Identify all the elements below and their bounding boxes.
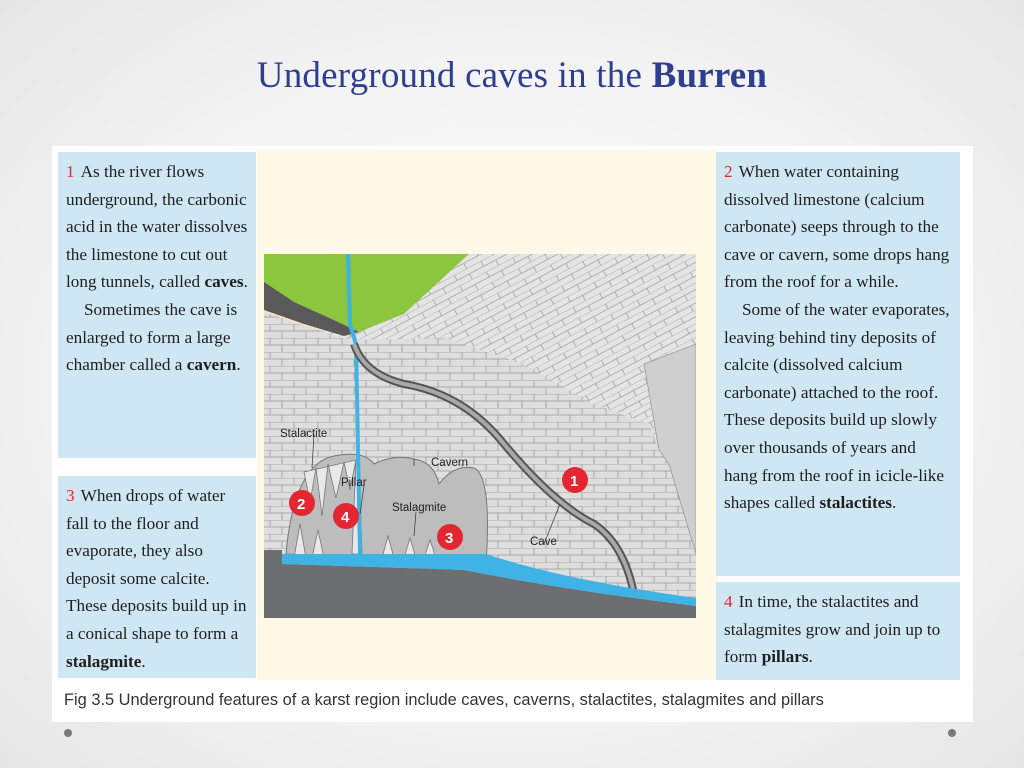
label-cavern: Cavern <box>431 457 469 469</box>
box1-text: As the river flows underground, the carbonic acid in the water dissolves the limestone to cut out long tunnels, called <box>66 162 248 292</box>
slide-title <box>0 54 1024 97</box>
decor-dot-left <box>64 729 72 737</box>
box2-term-stalactites: stalactites <box>819 493 892 513</box>
box4-term-pillars: pillars <box>761 647 809 667</box>
label-pillar: Pillar <box>341 477 367 489</box>
title-main: Underground caves in the <box>256 55 652 96</box>
figure-caption: Fig 3.5 Underground features of a karst region include caves, caverns, stalactites, stalagmites and pillars <box>64 691 824 709</box>
text-box-1 <box>58 152 256 458</box>
box2-number: 2 <box>724 162 733 181</box>
marker-2-label: 2 <box>297 496 306 513</box>
box1-text-2: Sometimes the cave is enlarged to form a large chamber called a <box>66 299 238 375</box>
marker-1-label: 1 <box>570 473 579 490</box>
box1-period: . <box>243 272 248 292</box>
figure-panel <box>52 146 973 722</box>
box3-period: . <box>141 651 146 671</box>
text-box-3 <box>58 476 256 678</box>
label-stalagmite: Stalagmite <box>392 502 447 514</box>
box2-period: . <box>892 493 897 513</box>
box1-term-caves: caves <box>204 272 244 292</box>
box4-number: 4 <box>724 592 733 611</box>
box4-period: . <box>808 647 813 667</box>
text-box-2 <box>716 152 960 576</box>
box2-text: When water containing dissolved limestone (calcium carbonate) seeps through to the cave or cavern, some drops hang from the roof for a while. <box>724 162 950 292</box>
marker-4-label: 4 <box>341 509 350 526</box>
box1-period-2: . <box>236 355 241 375</box>
title-bold: Burren <box>651 55 768 96</box>
label-cave: Cave <box>530 536 557 548</box>
box3-number: 3 <box>66 486 75 505</box>
text-box-4 <box>716 582 960 680</box>
box4-text: In time, the stalactites and stalagmites grow and join up to form <box>724 592 941 667</box>
decor-dot-right <box>948 729 956 737</box>
box3-term-stalagmite: stalagmite <box>66 651 142 671</box>
box1-term-cavern: cavern <box>186 355 237 375</box>
box2-text-2: Some of the water evaporates, leaving behind tiny deposits of calcite (dissolved calcium carbonate) attached to the roof. These deposits build up slowly over thousands of years and hang from the roof in icicle-like shapes called <box>724 299 950 513</box>
box1-number: 1 <box>66 162 75 181</box>
karst-cave-diagram <box>264 254 696 618</box>
box3-text: When drops of water fall to the floor and evaporate, they also deposit some calcite. These deposits build up in a conical shape to form a <box>66 486 247 643</box>
label-stalactite: Stalactite <box>280 428 328 440</box>
marker-3-label: 3 <box>445 530 454 547</box>
